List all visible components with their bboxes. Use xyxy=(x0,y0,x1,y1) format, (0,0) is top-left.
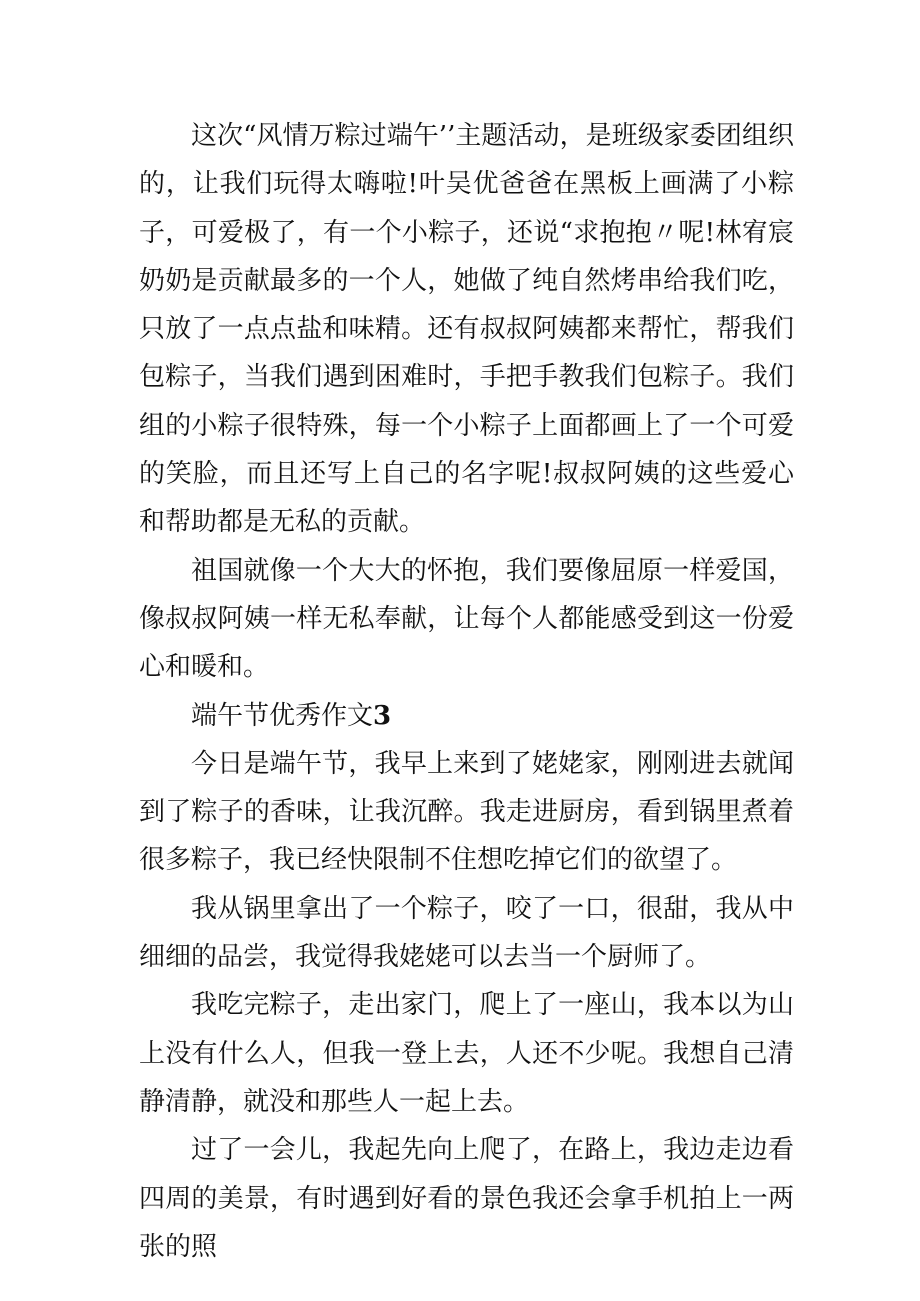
paragraph-6: 过了一会儿，我起先向上爬了，在路上，我边走边看四周的美景，有时遇到好看的景色我还会拿手机拍上一两张的照 xyxy=(139,1135,794,1262)
paragraph-1: 这次“风情万粽过端午’’主题活动，是班级家委团组织的，让我们玩得太嗨啦!叶吴优爸爸在黑板上画满了小粽子，可爱极了，有一个小粽子，还说“求抱抱〃呢!林宥宸奶奶是贡献最多的一个人，她做了纯自然烤串给我们吃，只放了一点点盐和味精。还有叔叔阿姨都来帮忙，帮我们包粽子，当我们遇到困难时，手把手教我们包粽子。我们组的小粽子很特殊，每一个小粽子上面都画上了一个可爱的笑脸，而且还写上自己的名字呢!叔叔阿姨的这些爱心和帮助都是无私的贡献。 xyxy=(139,121,794,538)
paragraph-5: 我吃完粽子，走出家门，爬上了一座山，我本以为山上没有什么人，但我一登上去，人还不少呢。我想自己清静清静，就没和那些人一起上去。 xyxy=(139,990,794,1117)
paragraph-3: 今日是端午节，我早上来到了姥姥家，刚刚进去就闻到了粽子的香味，让我沉醉。我走进厨房，看到锅里煮着很多粽子，我已经快限制不住想吃掉它们的欲望了。 xyxy=(139,748,794,876)
section-heading-number: 3 xyxy=(373,700,392,731)
paragraph-4: 我从锅里拿出了一个粽子，咬了一口，很甜，我从中细细的品尝，我觉得我姥姥可以去当一个厨师了。 xyxy=(139,893,794,973)
paragraph-2: 祖国就像一个大大的怀抱，我们要像屈原一样爱国，像叔叔阿姨一样无私奉献，让每个人都能感受到这一份爱心和暖和。 xyxy=(139,555,794,683)
section-heading-text: 端午节优秀作文 xyxy=(191,700,374,731)
document-body xyxy=(139,112,794,1271)
section-heading xyxy=(139,692,794,740)
